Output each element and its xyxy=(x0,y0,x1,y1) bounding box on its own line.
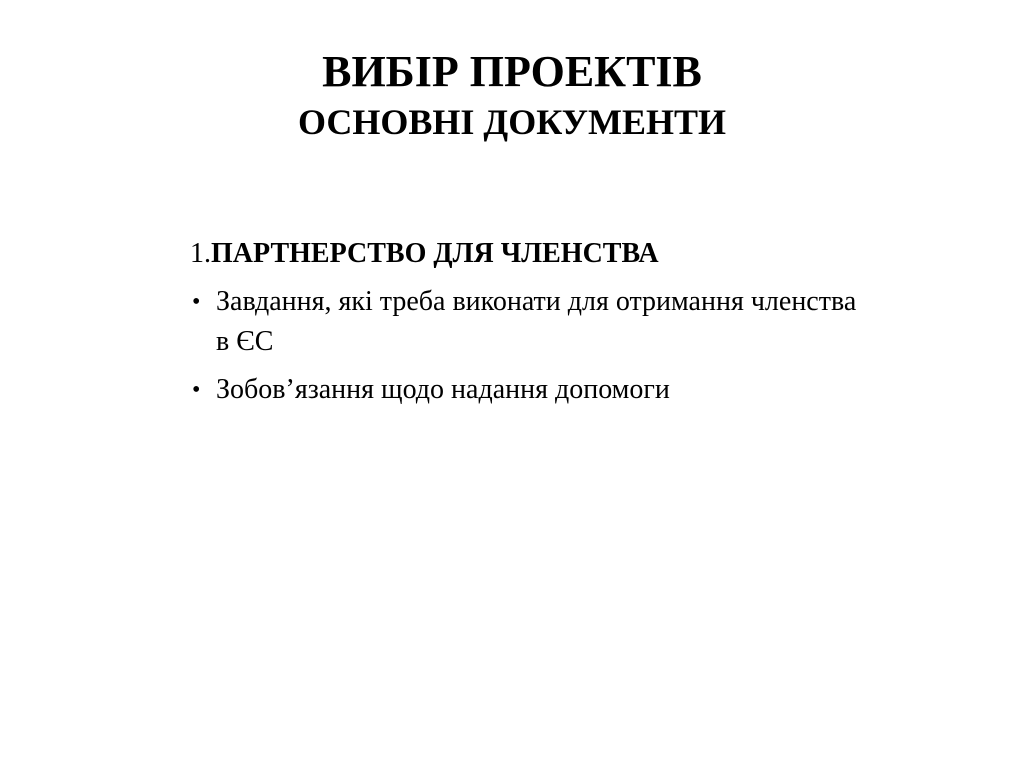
list-item xyxy=(190,370,866,410)
numbered-heading xyxy=(190,234,890,274)
slide-title: ВИБІР ПРОЕКТІВ xyxy=(322,47,702,96)
list-item xyxy=(190,282,866,362)
bullet-icon: • xyxy=(192,377,201,403)
bullet-icon: • xyxy=(192,289,201,315)
section-number: 1. xyxy=(190,238,211,269)
bullet-list xyxy=(190,282,890,410)
title-block xyxy=(0,44,1024,144)
section-heading: ПАРТНЕРСТВО ДЛЯ ЧЛЕНСТВА xyxy=(211,238,659,269)
slide-content xyxy=(190,234,890,418)
slide-subtitle: ОСНОВНІ ДОКУМЕНТИ xyxy=(297,102,727,142)
list-item-text: Зобов’язання щодо надання допомоги xyxy=(216,374,670,405)
list-item-text: Завдання, які треба виконати для отримання членства в ЄС xyxy=(216,286,857,357)
